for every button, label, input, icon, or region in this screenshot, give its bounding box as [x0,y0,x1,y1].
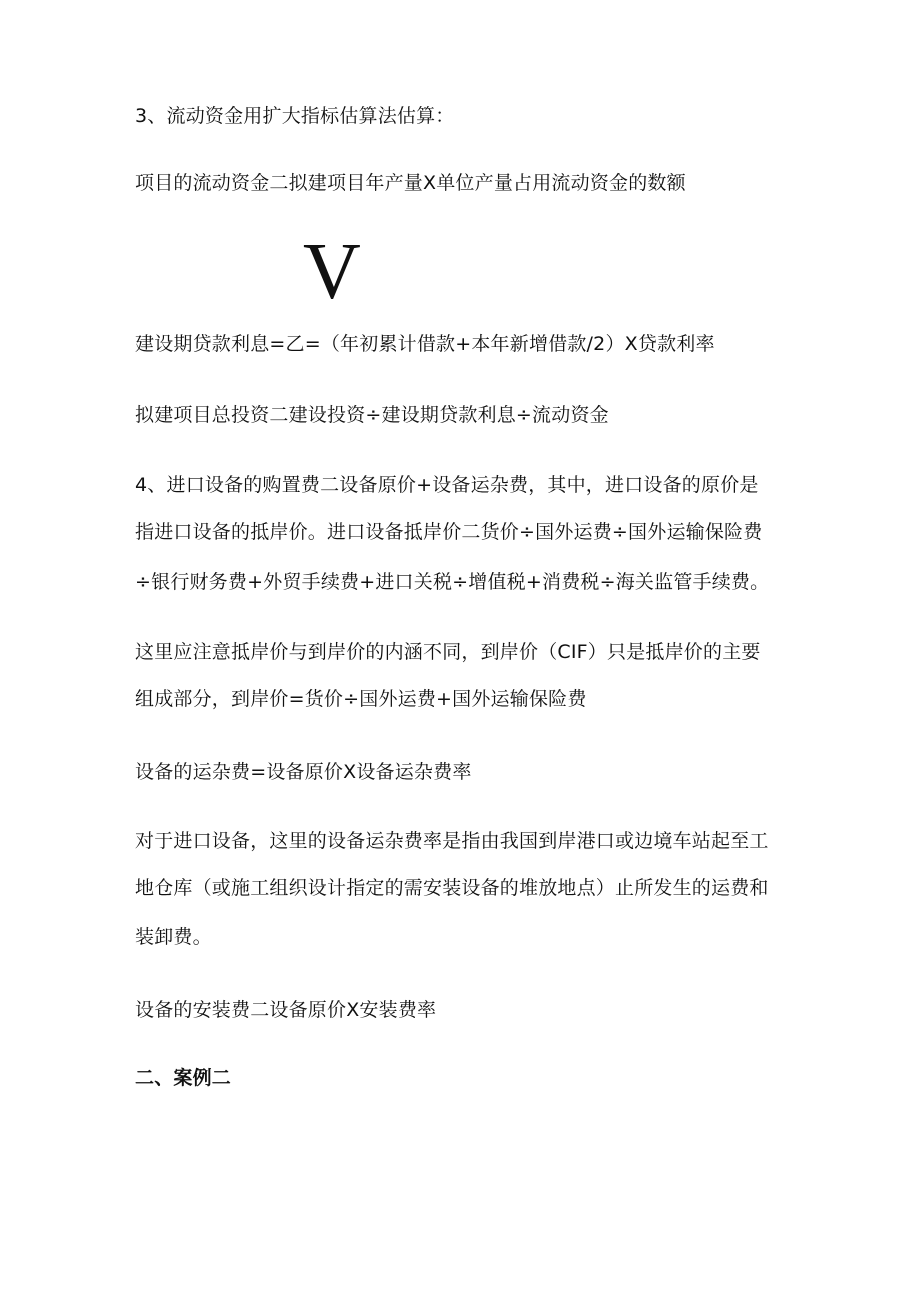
text-line-13: 装卸费。 [135,926,212,948]
text-line-9: 组成部分，到岸价=货价÷国外运费+国外运输保险费 [135,688,587,710]
text-line-11: 对于进口设备，这里的设备运杂费率是指由我国到岸港口或边境车站起至工 [135,830,769,852]
text-line-7: ÷银行财务费+外贸手续费+进口关税÷增值税+消费税÷海关监管手续费。 [135,571,770,593]
text-line-12: 地仓库（或施工组织设计指定的需安装设备的堆放地点）止所发生的运费和 [135,877,769,899]
text-line-3: 建设期贷款利息=乙=（年初累计借款+本年新增借款/2）X贷款利率 [135,333,715,355]
text-line-4: 拟建项目总投资二建设投资÷建设期贷款利息÷流动资金 [135,404,609,426]
text-line-2: 项目的流动资金二拟建项目年产量X单位产量占用流动资金的数额 [135,172,686,194]
section-heading: 二、案例二 [135,1067,232,1089]
text-line-1: 3、流动资金用扩大指标估算法估算： [135,105,455,127]
text-line-6: 指进口设备的抵岸价。进口设备抵岸价二货价÷国外运费÷国外运输保险费 [135,521,763,543]
formula-symbol-v: V [303,228,361,316]
text-line-8: 这里应注意抵岸价与到岸价的内涵不同，到岸价（CIF）只是抵岸价的主要 [135,641,761,663]
text-line-5: 4、进口设备的购置费二设备原价+设备运杂费，其中，进口设备的原价是 [135,474,759,496]
text-line-14: 设备的安装费二设备原价X安装费率 [135,999,437,1021]
text-line-10: 设备的运杂费=设备原价X设备运杂费率 [135,761,472,783]
